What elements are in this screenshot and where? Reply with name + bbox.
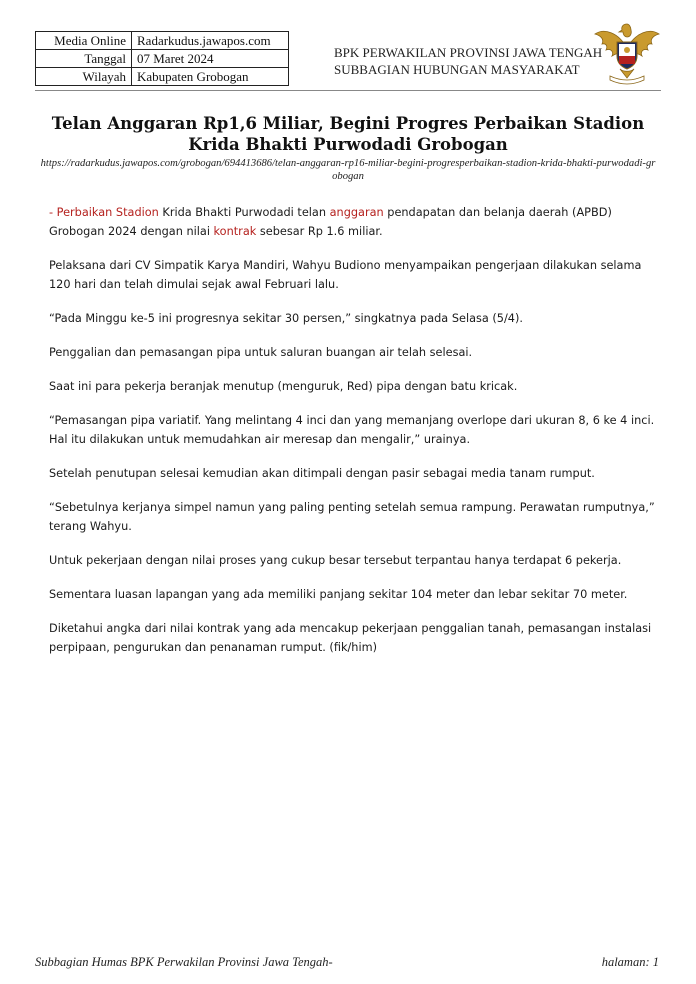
media-info-row	[36, 50, 289, 68]
org-division: SUBBAGIAN HUBUNGAN MASYARAKAT	[334, 62, 580, 77]
article-body	[49, 203, 655, 672]
article-paragraph: Saat ini para pekerja beranjak menutup (menguruk, Red) pipa dengan batu kricak.	[49, 380, 518, 393]
media-info-value: Kabupaten Grobogan	[132, 68, 289, 86]
garuda-emblem-icon	[592, 18, 662, 88]
lead-dash: -	[49, 206, 57, 219]
link-perbaikan-stadion[interactable]: Perbaikan Stadion	[56, 206, 159, 219]
media-info-row	[36, 68, 289, 86]
media-info-value: 07 Maret 2024	[132, 50, 289, 68]
lead-text: Krida Bhakti Purwodadi telan	[158, 206, 330, 219]
article-paragraph: Diketahui angka dari nilai kontrak yang ada mencakup pekerjaan penggalian tanah, pemasangan instalasi perpipaan, pengurukan dan penanaman rumput. (fik/him)	[49, 622, 652, 654]
article-lead-paragraph	[49, 203, 655, 241]
header-divider	[35, 90, 661, 91]
media-info-key: Media Online	[36, 32, 132, 50]
media-info-key: Tanggal	[36, 50, 132, 68]
article-source-url: https://radarkudus.jawapos.com/grobogan/694413686/telan-anggaran-rp16-miliar-begini-progresperbaikan-stadion-krida-bhakti-purwodadi-grobogan	[40, 158, 656, 182]
org-header	[334, 44, 602, 78]
lead-text: pendapatan dan belanja daerah (APBD) Grobogan 2024 dengan nilai	[49, 206, 612, 238]
article-title: Telan Anggaran Rp1,6 Miliar, Begini Progres Perbaikan Stadion Krida Bhakti Purwodadi Grobogan	[51, 114, 645, 154]
link-anggaran[interactable]: anggaran	[329, 206, 384, 219]
article-paragraph: Sementara luasan lapangan yang ada memiliki panjang sekitar 104 meter dan lebar sekitar 70 meter.	[49, 588, 628, 601]
org-name: BPK PERWAKILAN PROVINSI JAWA TENGAH	[334, 45, 603, 60]
article-paragraph: Pelaksana dari CV Simpatik Karya Mandiri, Wahyu Budiono menyampaikan pengerjaan dilakukan selama 120 hari dan telah dimulai sejak awal Februari lalu.	[49, 259, 642, 291]
media-info-key: Wilayah	[36, 68, 132, 86]
link-kontrak[interactable]: kontrak	[213, 225, 257, 238]
lead-text: sebesar Rp 1.6 miliar.	[256, 225, 383, 238]
article-paragraph: Untuk pekerjaan dengan nilai proses yang cukup besar tersebut terpantau hanya terdapat 6 pekerja.	[49, 554, 622, 567]
media-info-value: Radarkudus.jawapos.com	[132, 32, 289, 50]
article-paragraph: “Sebetulnya kerjanya simpel namun yang paling penting setelah semua rampung. Perawatan rumputnya,” terang Wahyu.	[49, 501, 655, 533]
article-paragraph: Penggalian dan pemasangan pipa untuk saluran buangan air telah selesai.	[49, 346, 473, 359]
article-paragraph: Setelah penutupan selesai kemudian akan ditimpali dengan pasir sebagai media tanam rumput.	[49, 467, 595, 480]
article-paragraph: “Pada Minggu ke-5 ini progresnya sekitar 30 persen,” singkatnya pada Selasa (5/4).	[49, 312, 523, 325]
media-info-row	[36, 32, 289, 50]
footer-department: Subbagian Humas BPK Perwakilan Provinsi Jawa Tengah-	[35, 955, 333, 969]
page-number: halaman: 1	[601, 955, 659, 969]
article-paragraph: “Pemasangan pipa variatif. Yang melintang 4 inci dan yang memanjang overlope dari ukuran 8, 6 ke 4 inci. Hal itu dilakukan untuk memudahkan air meresap dan mengalir,” urainya.	[49, 414, 655, 446]
media-info-table	[35, 31, 289, 86]
